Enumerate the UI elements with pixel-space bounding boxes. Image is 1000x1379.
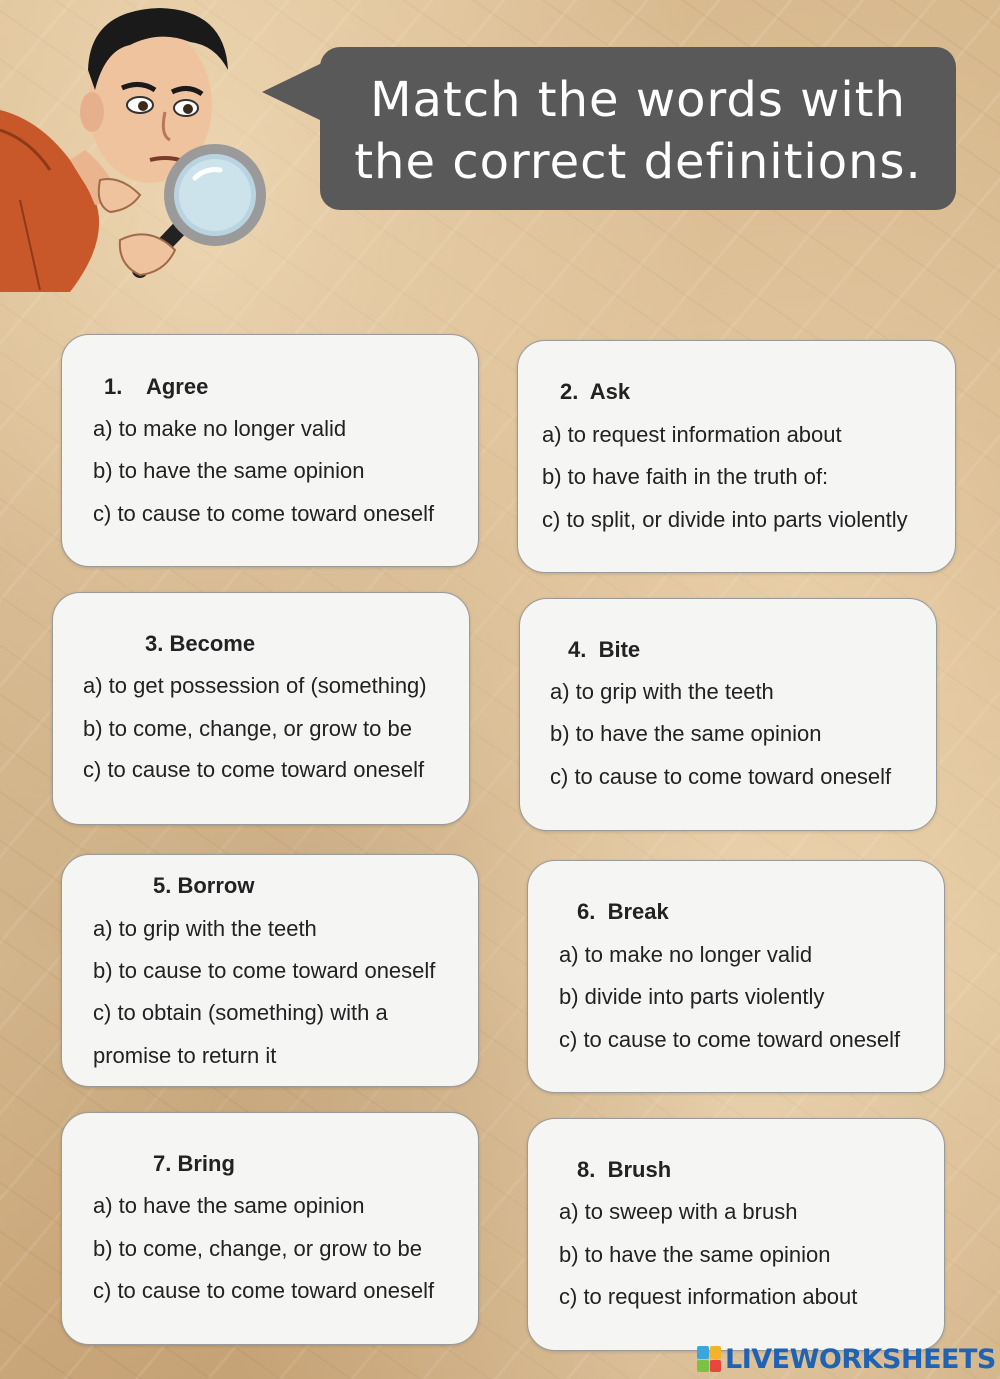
question-heading: 1. Agree <box>104 374 209 399</box>
option-b[interactable]: b) to have the same opinion <box>93 458 365 483</box>
option-a[interactable]: a) to grip with the teeth <box>550 679 774 704</box>
option-a[interactable]: a) to get possession of (something) <box>83 673 427 698</box>
question-heading: 7. Bring <box>153 1151 235 1176</box>
option-c[interactable]: c) to cause to come toward oneself <box>550 764 892 789</box>
title-line-2: the correct definitions. <box>354 134 922 190</box>
option-c[interactable]: c) to cause to come toward oneself <box>93 501 435 526</box>
liveworksheets-logo <box>697 1342 996 1376</box>
liveworksheets-logo-icon <box>697 1346 721 1372</box>
question-heading: 5. Borrow <box>153 873 255 898</box>
question-heading: 2. Ask <box>560 379 631 404</box>
option-a[interactable]: a) to request information about <box>542 422 842 447</box>
option-c[interactable]: c) to cause to come toward oneself <box>93 1278 435 1303</box>
option-c[interactable]: c) to request information about <box>559 1284 858 1309</box>
question-card-2 <box>517 340 956 573</box>
option-a[interactable]: a) to sweep with a brush <box>559 1199 798 1224</box>
option-b[interactable]: b) to have faith in the truth of: <box>542 464 829 489</box>
question-card-6 <box>527 860 945 1093</box>
option-b[interactable]: b) to have the same opinion <box>550 721 822 746</box>
title-speech-bubble <box>320 47 956 210</box>
option-c[interactable]: c) to obtain (something) with a promise to return it <box>93 1000 388 1068</box>
page-title <box>320 69 956 193</box>
question-card-7 <box>61 1112 479 1345</box>
option-a[interactable]: a) to make no longer valid <box>559 942 813 967</box>
question-card-5 <box>61 854 479 1087</box>
question-card-1 <box>61 334 479 567</box>
question-heading: 4. Bite <box>568 637 641 662</box>
option-b[interactable]: b) to cause to come toward oneself <box>93 958 436 983</box>
option-a[interactable]: a) to have the same opinion <box>93 1193 365 1218</box>
option-a[interactable]: a) to make no longer valid <box>93 416 347 441</box>
option-b[interactable]: b) to have the same opinion <box>559 1242 831 1267</box>
question-heading: 6. Break <box>577 899 669 924</box>
option-a[interactable]: a) to grip with the teeth <box>93 916 317 941</box>
logo-text: LIVEWORKSHEETS <box>725 1343 996 1375</box>
option-c[interactable]: c) to cause to come toward oneself <box>83 757 425 782</box>
title-line-1: Match the words with <box>370 72 906 128</box>
option-b[interactable]: b) to come, change, or grow to be <box>83 716 412 741</box>
speech-bubble-tail <box>262 62 324 122</box>
question-card-3 <box>52 592 470 825</box>
detective-avatar-icon <box>0 0 270 292</box>
option-b[interactable]: b) divide into parts violently <box>559 984 825 1009</box>
question-heading: 8. Brush <box>577 1157 672 1182</box>
question-card-8 <box>527 1118 945 1351</box>
option-c[interactable]: c) to split, or divide into parts violently <box>542 507 908 532</box>
question-heading: 3. Become <box>145 631 256 656</box>
option-c[interactable]: c) to cause to come toward oneself <box>559 1027 901 1052</box>
question-card-4 <box>519 598 937 831</box>
option-b[interactable]: b) to come, change, or grow to be <box>93 1236 422 1261</box>
